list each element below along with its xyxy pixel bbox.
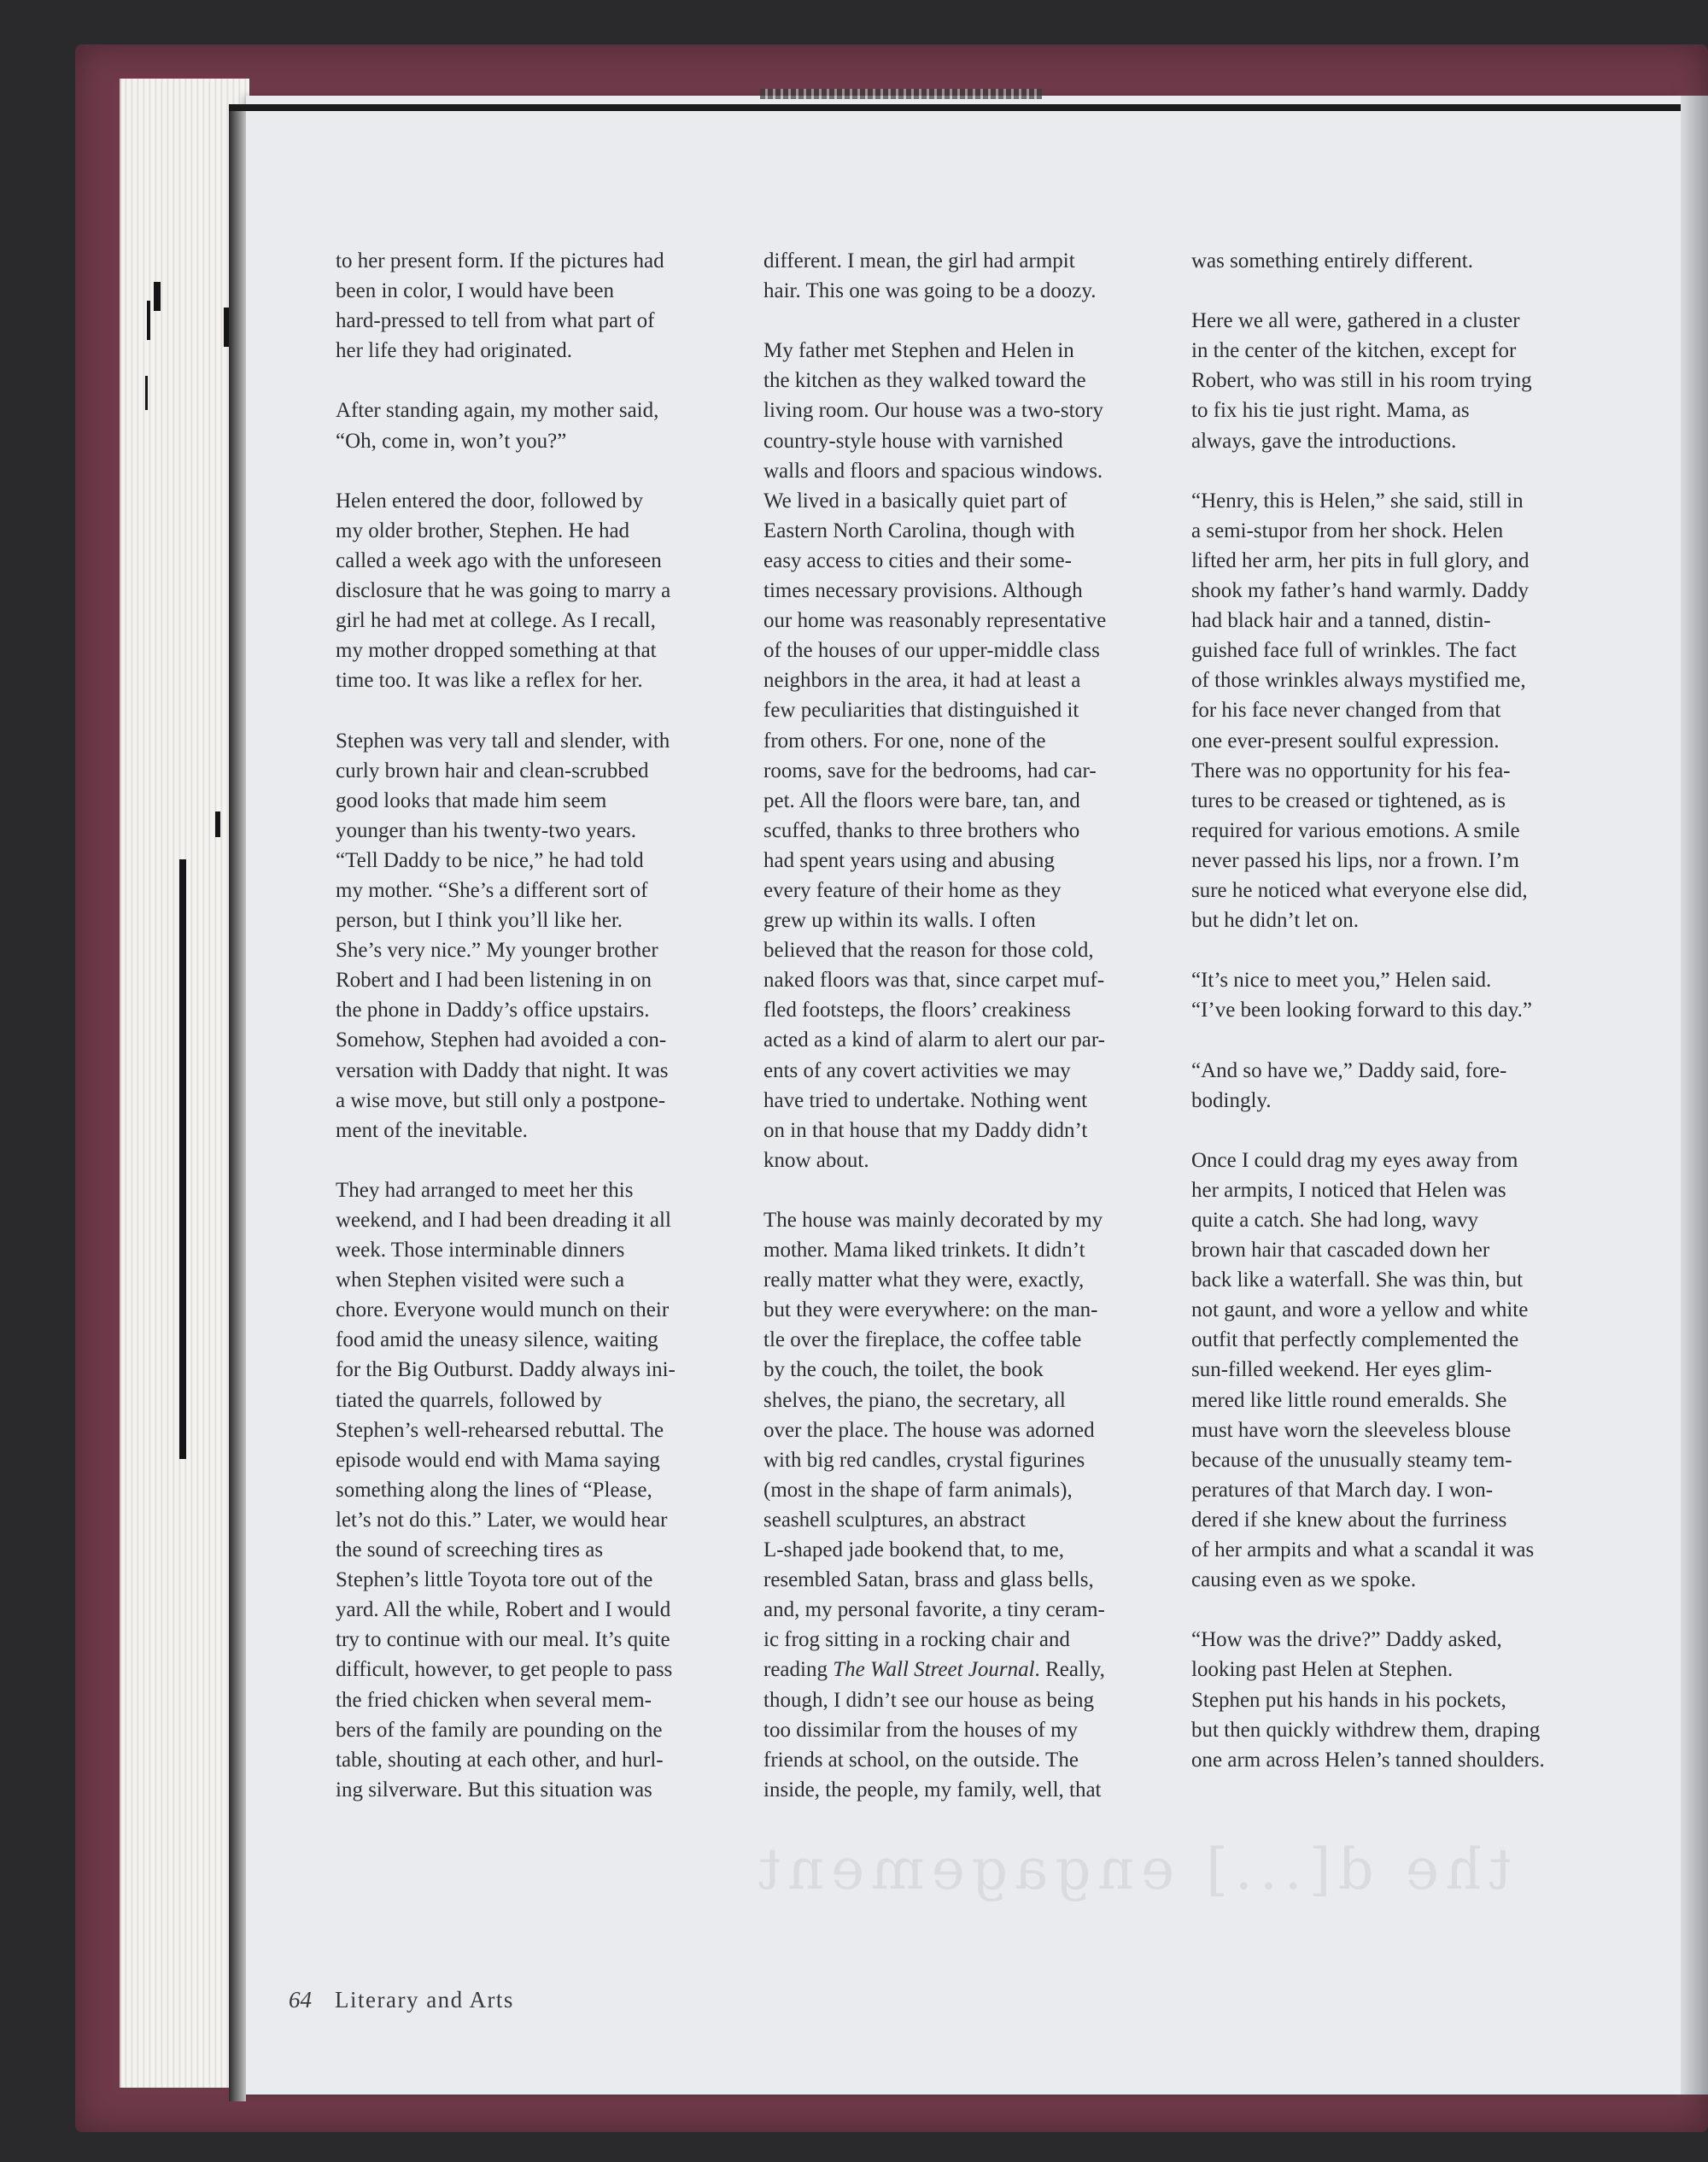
paragraph: My father met Stephen and Helen in the kitchen as they walked toward the living room. Our house was a two-story country-style house with varnished walls and floors and spacious windows. We lived in a basically quiet part of Eastern North Carolina, though with easy access to cities and their some- times necessary provisions. Although our home was reasonably representative of the houses of our upper-middle class neighbors in the area, it had at least a few peculiarities that distinguished it from others. For one, none of the rooms, save for the bedrooms, had car- pet. All the floors were bare, tan, and scuffed, thanks to three brothers who had spent years using and abusing every feature of their home as they grew up within its walls. I often believed that the reason for those cold, naked floors was that, since carpet muf- fled footsteps, the floors’ creakiness acted as a kind of alarm to alert our par- ents of any covert activities we may have tried to undertake. Nothing went on in that house that my Daddy didn’t know about. (763, 339, 1107, 1172)
edge-mark (224, 308, 229, 347)
bleed-through-text: the d[...] engagement (752, 1837, 1512, 1902)
section-title: Literary and Arts (335, 1987, 514, 2013)
journal-title: The Wall Street Journal (833, 1658, 1035, 1682)
paragraph: Here we all were, gathered in a cluster in the center of the kitchen, except for Robert, who was still in his room trying to fix his tie just right. Mama, as always, gave the introductions. (1191, 309, 1532, 453)
paragraph: “How was the drive?” Daddy asked, looking past Helen at Stephen. Stephen put his hands in his pockets, but then quickly withdrew them, draping one arm across Helen’s tanned shoulders. (1191, 1628, 1545, 1772)
facing-page-edge (1681, 96, 1708, 2095)
paragraph: They had arranged to meet her this weekend, and I had been dreading it all week. Those interminable dinners when Stephen visited were such a chore. Everyone would munch on their food amid the uneasy silence, waiting for the Big Outburst. Daddy always ini- tiated the quarrels, followed by Stephen’s well-rehearsed rebuttal. The episode would end with Mama saying something along the lines of “Please, let’s not do this.” Later, we would hear the sound of screeching tires as Stephen’s little Toyota tore out of the yard. All the while, Robert and I would try to continue with our meal. It’s quite difficult, however, to get people to pass the fried chicken when several mem- bers of the family are pounding on the table, shouting at each other, and hurl- ing silverware. But this situation was (336, 1178, 676, 1802)
edge-mark (145, 376, 148, 410)
text-column-3 (1191, 246, 1588, 1805)
paragraph: was something entirely different. (1191, 249, 1474, 272)
paragraph-text: . Really, though, I didn’t see our house as being too dissimilar from the houses of my friends at school, on the outside. The inside, the people, my family, well, that (763, 1658, 1105, 1802)
page-number: 64 (289, 1987, 312, 2013)
paragraph: “And so have we,” Daddy said, fore- bodingly. (1191, 1058, 1507, 1112)
paragraph: Stephen was very tall and slender, with curly brown hair and clean-scrubbed good looks that made him seem younger than his twenty-two years. “Tell Daddy to be nice,” he had told my mother. “She’s a different sort of person, but I think you’ll like her. She’s very nice.” My younger brother Robert and I had been listening in on the phone in Daddy’s office upstairs. Somehow, Stephen had avoided a con- versation with Daddy that night. It was a wise move, but still only a postpone- ment of the inevitable. (336, 729, 670, 1142)
edge-mark (154, 282, 161, 311)
paragraph-text: The house was mainly decorated by my mother. Mama liked trinkets. It didn’t really matter what they were, exactly, but they were everywhere: on the man- tle over the fireplace, the coffee table by the couch, the toilet, the book shelves, the piano, the secretary, all over the place. The house was adorned with big red candles, crystal figurines (most in the shape of farm animals), seashell sculptures, an abstract L-shaped jade bookend that, to me, resembled Satan, brass and glass bells, and, my personal favorite, a tiny ceram- ic frog sitting in a rocking chair and (763, 1209, 1105, 1652)
gutter-shadow (229, 104, 246, 2101)
top-edge-print-strip (760, 89, 1042, 99)
edge-mark (215, 811, 220, 837)
edge-mark (147, 301, 150, 340)
top-edge-rule (229, 104, 1681, 111)
paragraph-text: reading (763, 1658, 834, 1682)
paragraph: “Henry, this is Helen,” she said, still in a semi-stupor from her shock. Helen lifted her arm, her pits in full glory, and shook my father’s hand warmly. Daddy had black hair and a tanned, distin- guished face full of wrinkles. The fact of those wrinkles always mystified me, for his face never changed from that one ever-present soulful expression. There was no opportunity for his fea- tures to be creased or tightened, as is required for various emotions. A smile never passed his lips, nor a frown. I’m sure he noticed what everyone else did, but he didn’t let on. (1191, 489, 1530, 933)
paragraph: Once I could drag my eyes away from her armpits, I noticed that Helen was quite a catch. She had long, wavy brown hair that cascaded down her back like a waterfall. She was thin, but not gaunt, and wore a yellow and white outfit that perfectly complemented the sun-filled weekend. Her eyes glim- mered like little round emeralds. She must have worn the sleeveless blouse because of the unusually steamy tem- peratures of that March day. I won- dered if she knew about the furriness of her armpits and what a scandal it was causing even as we spoke. (1191, 1148, 1535, 1592)
text-column-2 (763, 246, 1161, 1835)
paragraph: Helen entered the door, followed by my older brother, Stephen. He had called a week ago with the unforeseen disclosure that he was going to marry a girl he had met at college. As I recall, my mother dropped something at that time too. It was like a reflex for her. (336, 489, 671, 693)
edge-mark (179, 859, 186, 1459)
text-column-1 (336, 246, 733, 1835)
paragraph: After standing again, my mother said, “Oh, come in, won’t you?” (336, 399, 659, 453)
paragraph (763, 1205, 1161, 1805)
paragraph: to her present form. If the pictures had been in color, I would have been hard-pressed to tell from what part of her life they had originated. (336, 249, 664, 363)
paragraph: different. I mean, the girl had armpit hair. This one was going to be a doozy. (763, 249, 1097, 303)
paragraph: “It’s nice to meet you,” Helen said. “I’ve been looking forward to this day.” (1191, 969, 1532, 1022)
